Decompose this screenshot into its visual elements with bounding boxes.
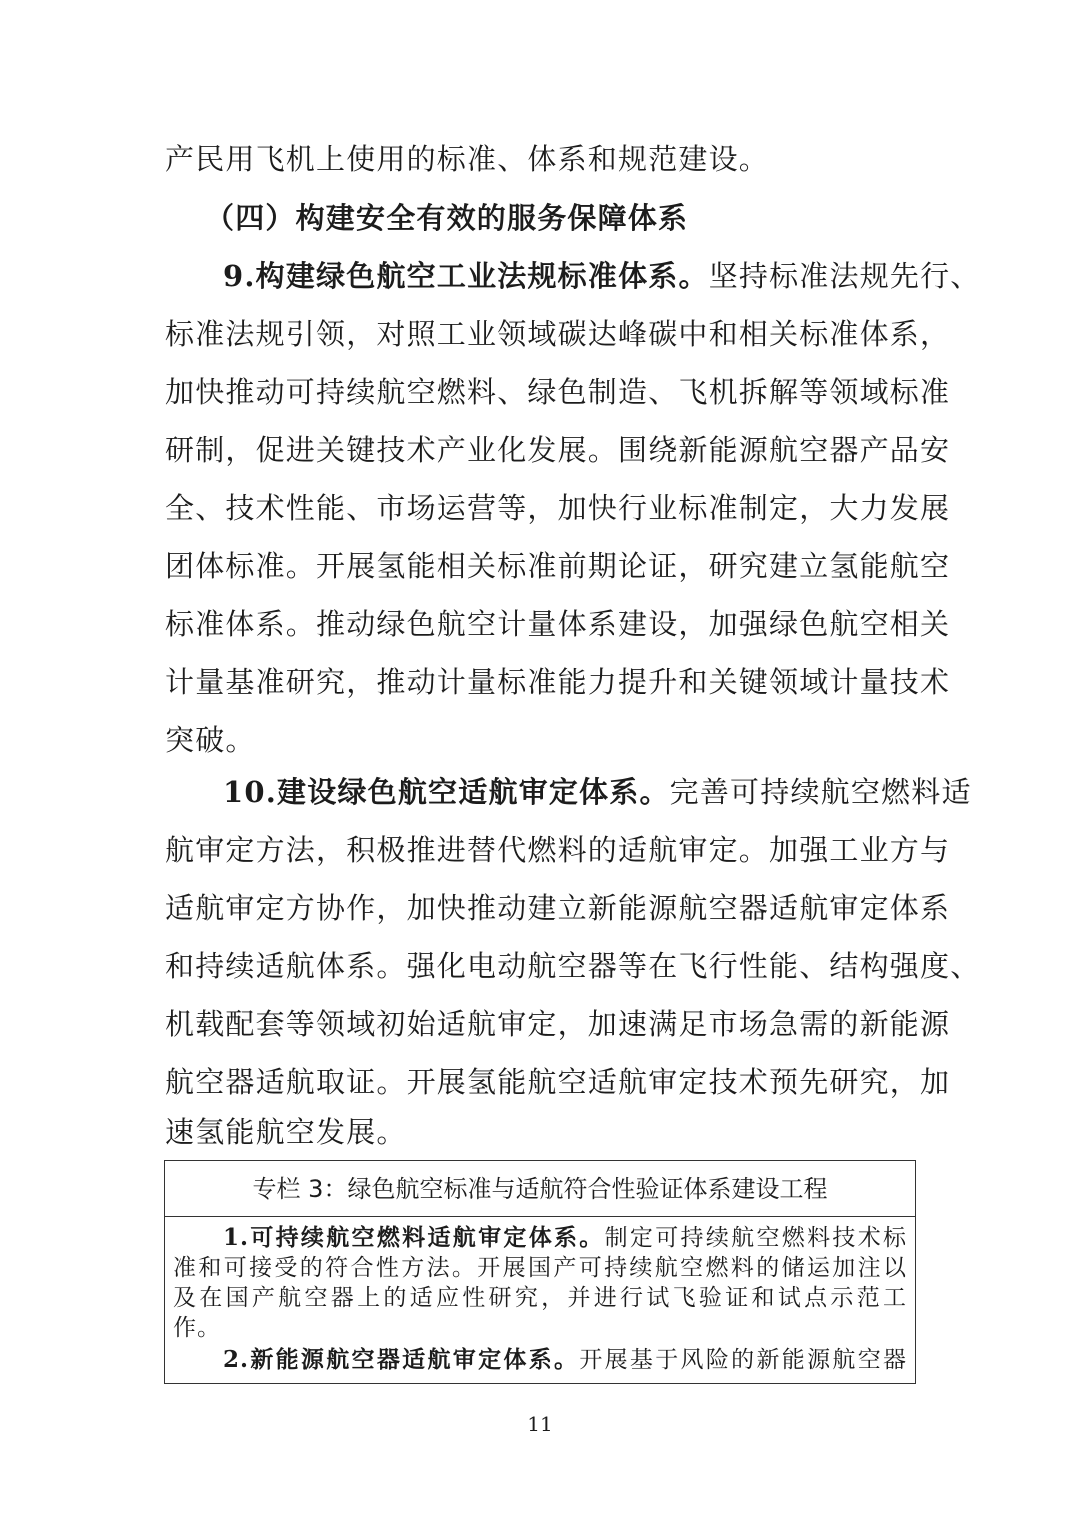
page-number: 11: [527, 1412, 553, 1436]
box-item-1-first-line: [223, 1223, 907, 1253]
item-9-first-line: [223, 258, 981, 294]
box-item-2-title: 2.新能源航空器适航审定体系。: [223, 1346, 580, 1373]
item-10-first-line: [223, 774, 972, 810]
paragraph-line: 全、技术性能、市场运营等，加快行业标准制定，大力发展: [165, 491, 951, 525]
paragraph-line: 标准体系。推动绿色航空计量体系建设，加强绿色航空相关: [165, 607, 951, 641]
item-9-text: 坚持标准法规先行、: [708, 259, 981, 293]
paragraph-line: 加快推动可持续航空燃料、绿色制造、飞机拆解等领域标准: [165, 375, 951, 409]
box-line: 及在国产航空器上的适应性研究，并进行试飞验证和试点示范工: [173, 1285, 907, 1311]
box-line: 准和可接受的符合性方法。开展国产可持续航空燃料的储运加注以: [173, 1255, 907, 1281]
paragraph-line: 机载配套等领域初始适航审定，加速满足市场急需的新能源: [165, 1007, 951, 1041]
box-item-1-title: 1.可持续航空燃料适航审定体系。: [223, 1224, 605, 1251]
item-10-text: 完善可持续航空燃料适: [669, 775, 972, 809]
paragraph-line: 航审定方法，积极推进替代燃料的适航审定。加强工业方与: [165, 833, 951, 867]
section-heading: （四）构建安全有效的服务保障体系: [205, 201, 689, 235]
column-box: [164, 1160, 916, 1384]
column-box-title: 专栏 3：绿色航空标准与适航符合性验证体系建设工程: [165, 1161, 915, 1217]
paragraph-line: 和持续适航体系。强化电动航空器等在飞行性能、结构强度、: [165, 949, 981, 983]
paragraph-line: 产民用飞机上使用的标准、体系和规范建设。: [165, 142, 770, 176]
paragraph-line: 计量基准研究，推动计量标准能力提升和关键领域计量技术: [165, 665, 951, 699]
box-item-2-text: 开展基于风险的新能源航空器: [579, 1347, 907, 1373]
paragraph-line: 研制，促进关键技术产业化发展。围绕新能源航空器产品安: [165, 433, 951, 467]
paragraph-line: 标准法规引领，对照工业领域碳达峰碳中和相关标准体系，: [165, 317, 951, 351]
box-line: 作。: [173, 1315, 221, 1341]
paragraph-line: 突破。: [165, 723, 256, 757]
paragraph-line: 航空器适航取证。开展氢能航空适航审定技术预先研究，加: [165, 1065, 951, 1099]
paragraph-line: 团体标准。开展氢能相关标准前期论证，研究建立氢能航空: [165, 549, 951, 583]
box-item-2-first-line: [223, 1345, 907, 1375]
item-9-title: 9.构建绿色航空工业法规标准体系。: [223, 259, 709, 293]
paragraph-line: 适航审定方协作，加快推动建立新能源航空器适航审定体系: [165, 891, 951, 925]
box-item-1-text: 制定可持续航空燃料技术标: [604, 1225, 908, 1251]
paragraph-line: 速氢能航空发展。: [165, 1115, 407, 1149]
item-10-title: 10.建设绿色航空适航审定体系。: [223, 775, 670, 809]
